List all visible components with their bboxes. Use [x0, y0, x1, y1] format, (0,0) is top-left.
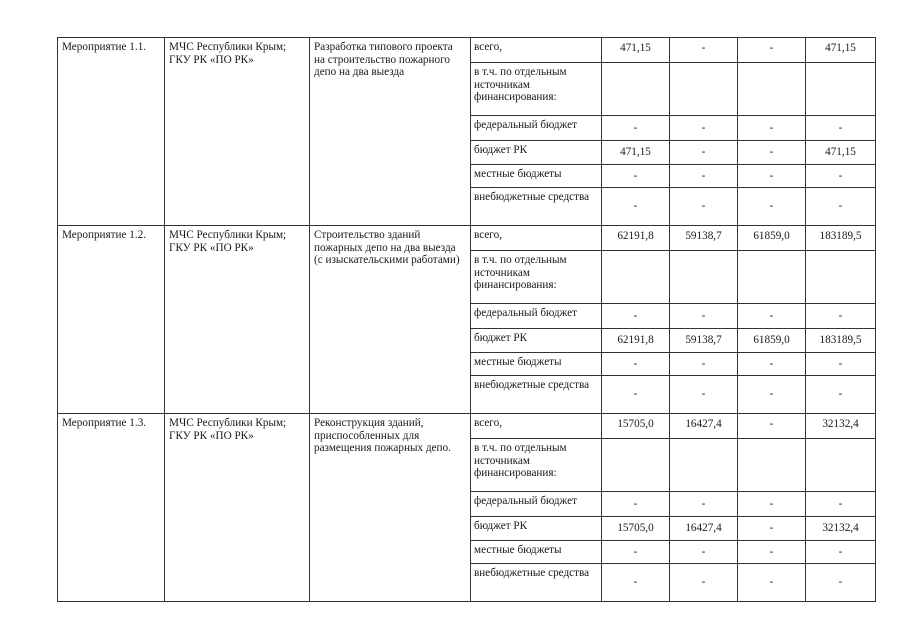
value-cell: 471,15 — [806, 38, 876, 63]
value-cell: - — [670, 564, 738, 602]
value-cell: - — [806, 492, 876, 517]
value-cell: - — [738, 492, 806, 517]
event-cell: Мероприятие 1.3. — [58, 414, 165, 602]
funding-source-cell: бюджет РК — [471, 517, 602, 541]
value-cell — [602, 63, 670, 116]
value-cell: - — [602, 376, 670, 414]
value-cell: - — [602, 541, 670, 564]
value-cell: 471,15 — [602, 141, 670, 165]
value-cell: - — [738, 38, 806, 63]
funding-source-cell: внебюджетные средства — [471, 188, 602, 226]
value-cell: 61859,0 — [738, 226, 806, 251]
value-cell: - — [738, 353, 806, 376]
value-cell: - — [670, 492, 738, 517]
value-cell: - — [738, 141, 806, 165]
value-cell: 16427,4 — [670, 517, 738, 541]
value-cell: - — [806, 188, 876, 226]
description-cell: Реконструкция зданий, приспособленных для размещения пожарных депо. — [310, 414, 471, 602]
value-cell: - — [806, 116, 876, 141]
value-cell: 59138,7 — [670, 329, 738, 353]
value-cell: - — [738, 517, 806, 541]
event-cell: Мероприятие 1.1. — [58, 38, 165, 226]
value-cell: - — [670, 353, 738, 376]
value-cell: - — [738, 376, 806, 414]
value-cell: 471,15 — [806, 141, 876, 165]
funding-source-cell: бюджет РК — [471, 329, 602, 353]
value-cell: 32132,4 — [806, 517, 876, 541]
funding-source-cell: всего, — [471, 226, 602, 251]
value-cell: 62191,8 — [602, 226, 670, 251]
value-cell: - — [806, 376, 876, 414]
value-cell — [738, 439, 806, 492]
value-cell — [670, 63, 738, 116]
funding-source-cell: всего, — [471, 38, 602, 63]
value-cell — [806, 439, 876, 492]
value-cell: - — [602, 304, 670, 329]
funding-source-cell: в т.ч. по отдельным источникам финансирования: — [471, 63, 602, 116]
value-cell: - — [670, 116, 738, 141]
value-cell — [602, 251, 670, 304]
value-cell: - — [602, 353, 670, 376]
value-cell: 183189,5 — [806, 226, 876, 251]
value-cell: 471,15 — [602, 38, 670, 63]
value-cell: - — [602, 564, 670, 602]
executor-cell: МЧС Республики Крым; ГКУ РК «ПО РК» — [165, 226, 310, 414]
value-cell — [602, 439, 670, 492]
value-cell: 59138,7 — [670, 226, 738, 251]
value-cell: - — [738, 188, 806, 226]
value-cell: - — [670, 376, 738, 414]
value-cell — [806, 251, 876, 304]
value-cell: 183189,5 — [806, 329, 876, 353]
value-cell: - — [738, 165, 806, 188]
value-cell: 15705,0 — [602, 517, 670, 541]
funding-source-cell: федеральный бюджет — [471, 116, 602, 141]
table-row — [58, 414, 876, 439]
value-cell: - — [738, 564, 806, 602]
value-cell: - — [602, 116, 670, 141]
value-cell: - — [806, 353, 876, 376]
funding-source-cell: в т.ч. по отдельным источникам финансирования: — [471, 439, 602, 492]
value-cell — [806, 63, 876, 116]
funding-source-cell: всего, — [471, 414, 602, 439]
value-cell: 16427,4 — [670, 414, 738, 439]
description-cell: Разработка типового проекта на строительство пожарного депо на два выезда — [310, 38, 471, 226]
value-cell: 15705,0 — [602, 414, 670, 439]
value-cell: 61859,0 — [738, 329, 806, 353]
table-row — [58, 38, 876, 63]
value-cell — [738, 63, 806, 116]
funding-source-cell: местные бюджеты — [471, 541, 602, 564]
value-cell: - — [670, 141, 738, 165]
value-cell: - — [602, 188, 670, 226]
value-cell: - — [670, 304, 738, 329]
executor-cell: МЧС Республики Крым; ГКУ РК «ПО РК» — [165, 38, 310, 226]
funding-source-cell: федеральный бюджет — [471, 304, 602, 329]
description-cell: Строительство зданий пожарных депо на два выезда (с изыскательскими работами) — [310, 226, 471, 414]
value-cell: - — [806, 165, 876, 188]
value-cell — [670, 251, 738, 304]
event-cell: Мероприятие 1.2. — [58, 226, 165, 414]
funding-source-cell: внебюджетные средства — [471, 376, 602, 414]
value-cell: - — [602, 492, 670, 517]
table-row — [58, 226, 876, 251]
value-cell: - — [806, 304, 876, 329]
value-cell: - — [670, 38, 738, 63]
value-cell: - — [738, 414, 806, 439]
value-cell: - — [738, 116, 806, 141]
value-cell: - — [670, 165, 738, 188]
value-cell: - — [806, 564, 876, 602]
value-cell — [670, 439, 738, 492]
value-cell: - — [738, 541, 806, 564]
funding-source-cell: федеральный бюджет — [471, 492, 602, 517]
value-cell: 62191,8 — [602, 329, 670, 353]
budget-table — [57, 37, 876, 602]
funding-source-cell: местные бюджеты — [471, 165, 602, 188]
funding-source-cell: внебюджетные средства — [471, 564, 602, 602]
funding-source-cell: бюджет РК — [471, 141, 602, 165]
value-cell: - — [670, 188, 738, 226]
value-cell: - — [738, 304, 806, 329]
executor-cell: МЧС Республики Крым; ГКУ РК «ПО РК» — [165, 414, 310, 602]
value-cell: - — [670, 541, 738, 564]
funding-source-cell: в т.ч. по отдельным источникам финансирования: — [471, 251, 602, 304]
value-cell: - — [602, 165, 670, 188]
funding-source-cell: местные бюджеты — [471, 353, 602, 376]
value-cell: 32132,4 — [806, 414, 876, 439]
value-cell: - — [806, 541, 876, 564]
value-cell — [738, 251, 806, 304]
